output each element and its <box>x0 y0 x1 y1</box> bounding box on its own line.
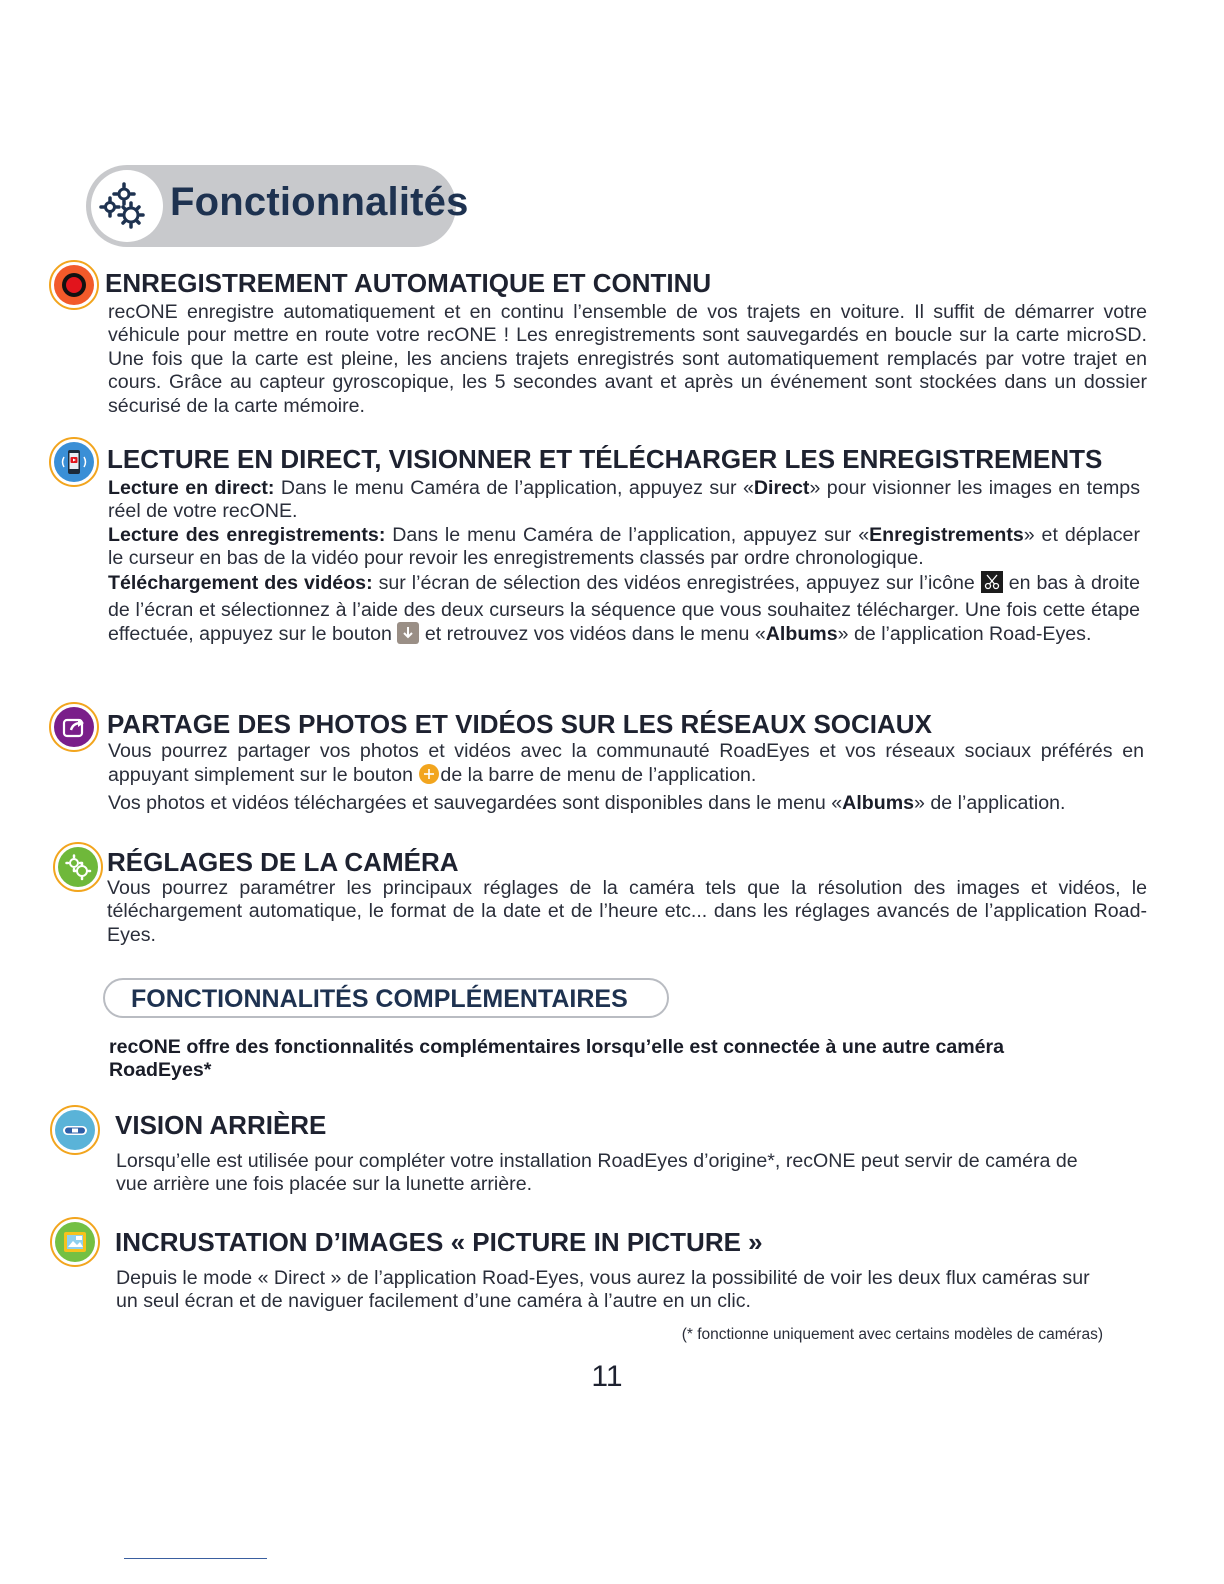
section-text-recording: recONE enregistre automatiquement et en continu l’ensemble de vos trajets en voiture. Il suffit de démarrer votre véhicule pour mettre en route votre recONE ! Les enregistrements sont sauvegardés en boucle sur la carte microSD. Une fois que la carte est pleine, les anciens trajets enregistrés sont automatiquement remplacés par votre trajet en cours. Grâce au capteur gyroscopique, les 5 secondes avant et après un événement sont stockées dans un dossier sécurisé de la carte mémoire. <box>108 301 1147 417</box>
paragraph-share <box>108 740 1144 792</box>
section-text-pip: Depuis le mode « Direct » de l’application Road-Eyes, vous aurez la possibilité de voir les deux flux caméras sur un seul écran et de naviguer facilement d’une caméra à l’autre en un clic. <box>116 1267 1090 1313</box>
section-text-settings: Vous pourrez paramétrer les principaux réglages de la caméra tels que la résolution des images et vidéos, le téléchargement automatique, le format de la date et de l’heure etc... dans les réglages avancés de l’application Road-Eyes. <box>107 877 1147 946</box>
text-share-1: Vous pourrez partager vos photos et vidéos avec la communauté RoadEyes et vos réseaux sociaux préférés en appuyant simplement sur le bouton <box>108 740 1144 787</box>
text-download-3: et retrouvez vos vidéos dans le menu « <box>419 623 766 646</box>
text-live-1: Dans le menu Caméra de l’application, appuyez sur « <box>274 477 754 499</box>
text-live-2: » pour visionner les images en temps réel de votre recONE. <box>108 477 1140 523</box>
footnote: (* fonctionne uniquement avec certains modèles de caméras) <box>681 1326 1103 1343</box>
paragraph-live <box>108 477 1140 524</box>
section-title-rear-view: VISION ARRIÈRE <box>115 1110 327 1140</box>
page-number: 11 <box>591 1360 623 1393</box>
phone-video-icon <box>49 437 99 487</box>
rear-view-mirror-icon <box>50 1105 100 1155</box>
text-recordings-2: » et déplacer le curseur en bas de la vidéo pour revoir les enregistrements classés par ordre chronologique. <box>108 523 1140 570</box>
section-text-rear-view: Lorsqu’elle est utilisée pour compléter votre installation RoadEyes d’origine*, recONE peut servir de caméra de vue arrière une fois placée sur la lunette arrière. <box>116 1150 1078 1196</box>
complementary-intro: recONE offre des fonctionnalités complémentaires lorsqu’elle est connectée à une autre caméra RoadEyes* <box>109 1036 1005 1082</box>
plus-icon <box>418 763 440 791</box>
label-recordings: Lecture des enregistrements: <box>108 523 386 546</box>
section-title-pip: INCRUSTATION D’IMAGES « PICTURE IN PICTURE » <box>115 1227 763 1257</box>
section-title-settings: RÉGLAGES DE LA CAMÉRA <box>107 847 459 877</box>
record-icon <box>49 260 99 310</box>
text-albums-2: » de l’application. <box>914 791 1066 814</box>
label-download: Téléchargement des vidéos: <box>108 571 373 594</box>
text-albums-bold: Albums <box>765 623 838 646</box>
text-download-2: en bas à droite de l’écran et sélectionnez à l’aide des deux curseurs la séquence que vous souhaitez télécharger. Une fois cette étape effectuée, appuyez sur le bouton <box>108 571 1140 646</box>
section-title-recording: ENREGISTREMENT AUTOMATIQUE ET CONTINU <box>105 268 712 298</box>
text-share-2: de la barre de menu de l’application. <box>440 764 757 787</box>
section-title-playback: LECTURE EN DIRECT, VISIONNER ET TÉLÉCHARGER LES ENREGISTREMENTS <box>107 444 1103 474</box>
section-text-sharing <box>108 740 1144 815</box>
gears-icon <box>91 170 163 242</box>
text-albums-bold-2: Albums <box>842 791 915 814</box>
complementary-heading: FONCTIONNALITÉS COMPLÉMENTAIRES <box>131 985 628 1013</box>
paragraph-download <box>108 571 1140 651</box>
picture-in-picture-icon <box>50 1217 100 1267</box>
bottom-rule <box>124 1558 267 1559</box>
header-icon-circle <box>91 170 163 242</box>
download-icon <box>397 622 419 650</box>
section-text-playback <box>108 477 1140 651</box>
text-download-4: » de l’application Road-Eyes. <box>837 623 1092 646</box>
scissors-icon <box>981 571 1003 599</box>
text-direct-bold: Direct <box>753 477 810 499</box>
text-albums-1: Vos photos et vidéos téléchargées et sauvegardées sont disponibles dans le menu « <box>108 791 843 814</box>
settings-gears-icon <box>53 842 103 892</box>
share-icon <box>49 702 99 752</box>
paragraph-recordings <box>108 524 1140 571</box>
text-recordings-1: Dans le menu Caméra de l’application, appuyez sur « <box>385 523 870 546</box>
page-title: Fonctionnalités <box>170 180 469 224</box>
label-live: Lecture en direct: <box>108 477 275 499</box>
paragraph-albums <box>108 792 1144 815</box>
text-enregistrements-bold: Enregistrements <box>869 523 1024 546</box>
text-download-1: sur l’écran de sélection des vidéos enregistrées, appuyez sur l’icône <box>372 571 981 594</box>
section-title-sharing: PARTAGE DES PHOTOS ET VIDÉOS SUR LES RÉSEAUX SOCIAUX <box>107 709 932 739</box>
